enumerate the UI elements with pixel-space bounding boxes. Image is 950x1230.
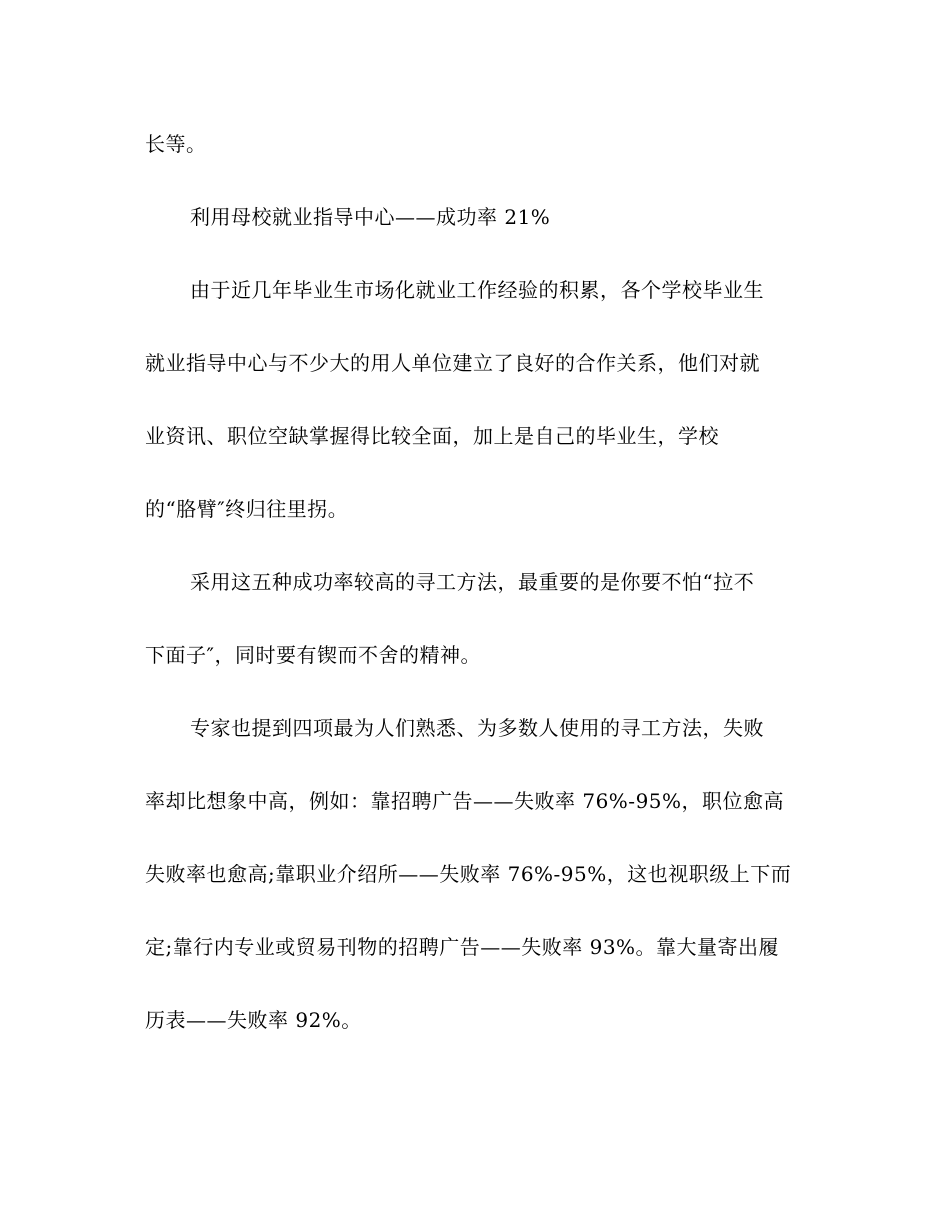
text-line-1: 长等。 [145, 132, 207, 156]
text-line-12: 定;靠行内专业或贸易刊物的招聘广告——失败率 93%。靠大量寄出履 [145, 935, 780, 959]
text-line-6: 的“胳臂″终归往里拐。 [145, 497, 349, 521]
section-heading: 利用母校就业指导中心——成功率 21% [190, 205, 551, 229]
text-line-7: 采用这五种成功率较高的寻工方法，最重要的是你要不怕“拉不 [190, 570, 755, 594]
text-line-13: 历表——失败率 92%。 [145, 1008, 362, 1032]
text-line-9: 专家也提到四项最为人们熟悉、为多数人使用的寻工方法，失败 [190, 716, 764, 740]
text-line-5: 业资讯、职位空缺掌握得比较全面，加上是自己的毕业生，学校 [145, 424, 719, 448]
text-line-4: 就业指导中心与不少大的用人单位建立了良好的合作关系，他们对就 [145, 351, 760, 375]
text-line-10: 率却比想象中高，例如：靠招聘广告——失败率 76%-95%，职位愈高 [145, 789, 785, 813]
text-line-8: 下面子″，同时要有锲而不舍的精神。 [145, 643, 481, 667]
text-line-11: 失败率也愈高;靠职业介绍所——失败率 76%-95%，这也视职级上下而 [145, 862, 792, 886]
text-line-3: 由于近几年毕业生市场化就业工作经验的积累，各个学校毕业生 [190, 278, 764, 302]
